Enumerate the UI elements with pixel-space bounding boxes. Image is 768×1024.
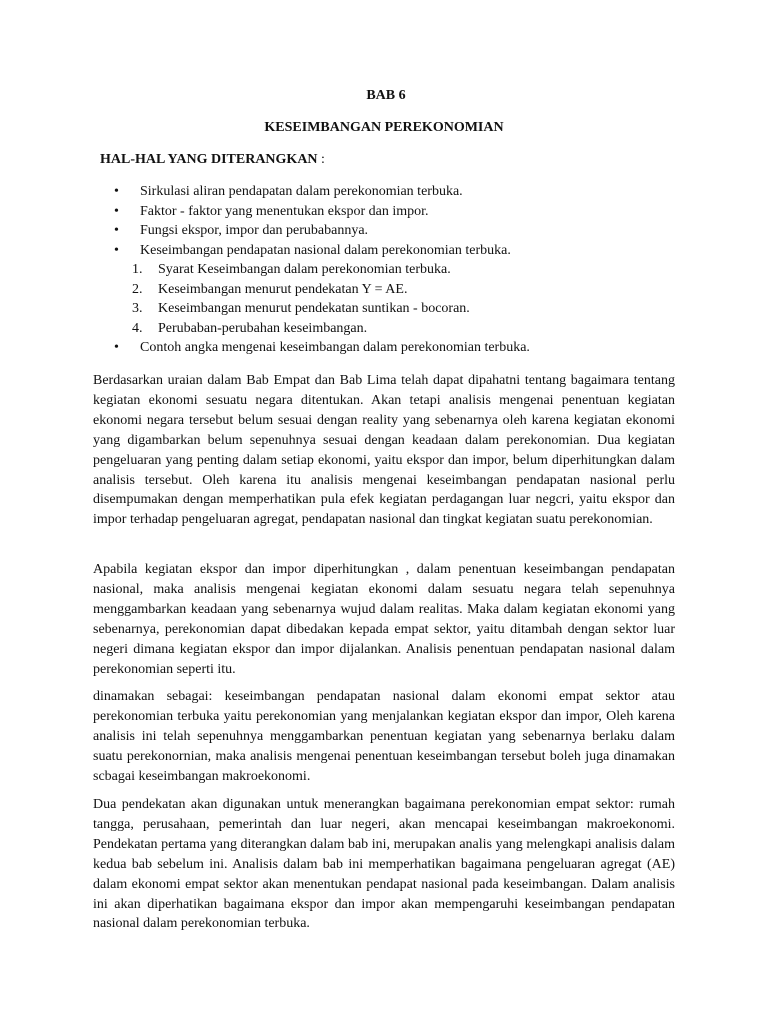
item-text: Keseimbangan menurut pendekatan suntikan - bocoran. (158, 301, 470, 316)
item-text: Fungsi ekspor, impor dan perubabannya. (140, 223, 369, 238)
paragraph-3: dinamakan sebagai: keseimbangan pendapatan nasional dalam ekonomi empat sektor atau perekonomian terbuka yaitu perekonomian yang menjalankan kegiatan ekspor dan impor, Oleh karena analisis ini telah sepenuhnya menggambarkan penentuan kegiatan yang sebenarnya berlaku dalam suatu perekonornian, maka analisis mengenai penentuan keseimbangan tersebut boleh juga dinamakan scbagai keseimbangan makroekonomi. (93, 689, 675, 784)
item-text: Faktor - faktor yang menentukan ekspor dan impor. (140, 203, 429, 219)
item-text: Keseimbangan menurut pendekatan Y = AE. (158, 281, 408, 297)
subheading-colon: : (321, 152, 325, 167)
numbered-item (110, 260, 530, 280)
topics-list (110, 182, 530, 358)
item-number: 4. (132, 320, 143, 336)
item-number: 3. (132, 301, 143, 316)
chapter-heading (0, 88, 768, 104)
numbered-item (110, 319, 530, 339)
bullet-item (110, 221, 530, 241)
bullet-item (110, 241, 530, 261)
bullet-item (110, 338, 530, 358)
item-text: Keseimbangan pendapatan nasional dalam perekonomian terbuka. (140, 242, 511, 258)
paragraph-2: Apabila kegiatan ekspor dan impor diperhitungkan , dalam penentuan keseimbangan pendapatan nasional, maka analisis mengenai kegiatan ekonomi dalam sesuatu negara telah sepenuhnya menggambarkan keadaan yang sebenarnya wujud dalam realitas. Maka dalam kegiatan ekonomi yang sebenarnya, perekonomian dapat dibedakan kepada empat sektor, yaitu ditambah dengan sektor luar negeri dimana kegiatan ekspor dan impor dijalankan. Analisis penentuan pendapatan nasional dalam perekonomian seperti itu. (93, 562, 675, 677)
numbered-item (110, 299, 530, 319)
item-text: Perubaban-perubahan keseimbangan. (158, 320, 368, 336)
numbered-item (110, 280, 530, 300)
item-number: 2. (132, 281, 143, 297)
paragraph-1: Berdasarkan uraian dalam Bab Empat dan Bab Lima telah dapat dipahatni tentang bagaimara tentang kegiatan ekonomi sesuatu negara ditentukan. Akan tetapi analisis mengenai penentuan kegiatan ekonomi negara tersebut belum sesuai dengan reality yang sebenarnya oleh karena kegiatan ekonomi yang digambarkan belum sepenuhnya sesuai dengan keadaan dalam perekonomian. Dua kegiatan pengeluaran yang penting dalam setiap ekonomi, yaitu ekspor dan impor, belum diperhitungkan dalam analisis tersebut. Oleh karena itu analisis mengenai keseimbangan pendapatan nasional perlu disempumakan dengan memperhatikan pula efek kegiatan perdagangan luar negcri, yaitu ekspor dan impor terhadap pengeluaran agregat, pendapatan nasional dan tingkat kegiatan suatu perekonomian. (93, 373, 675, 528)
item-text: Sirkulasi aliran pendapatan dalam perekonomian terbuka. (140, 184, 463, 199)
chapter-label: BAB 6 (366, 88, 406, 103)
item-number: 1. (132, 262, 143, 277)
bullet-item (110, 182, 530, 202)
bullet-item (110, 202, 530, 222)
item-text: Contoh angka mengenai keseimbangan dalam perekonomian terbuka. (140, 340, 530, 355)
chapter-title: KESEIMBANGAN PEREKONOMIAN (264, 120, 504, 135)
section-subheading (100, 152, 325, 168)
paragraph-4: Dua pendekatan akan digunakan untuk menerangkan bagaimana perekonomian empat sektor: rumah tangga, perusahaan, pemerintah dan luar negeri, akan mencapai keseimbangan makroekonomi. Pendekatan pertama yang diterangkan dalam bab ini, merupakan analis yang melengkapi analisis dalam kedua bab sebelum ini. Analisis dalam bab ini memperhatikan bagaimana pengeluaran agregat (AE) dalam ekonomi empat sektor akan menentukan pendapat nasional pada keseimbangan. Dalam analisis ini akan diperhatikan bagaimana ekspor dan impor akan mempengaruhi keseimbangan pendapatan nasional dalam perekonomian terbuka. (93, 797, 675, 932)
subheading-text: HAL-HAL YANG DITERANGKAN (100, 152, 318, 167)
item-text: Syarat Keseimbangan dalam perekonomian terbuka. (158, 262, 451, 277)
